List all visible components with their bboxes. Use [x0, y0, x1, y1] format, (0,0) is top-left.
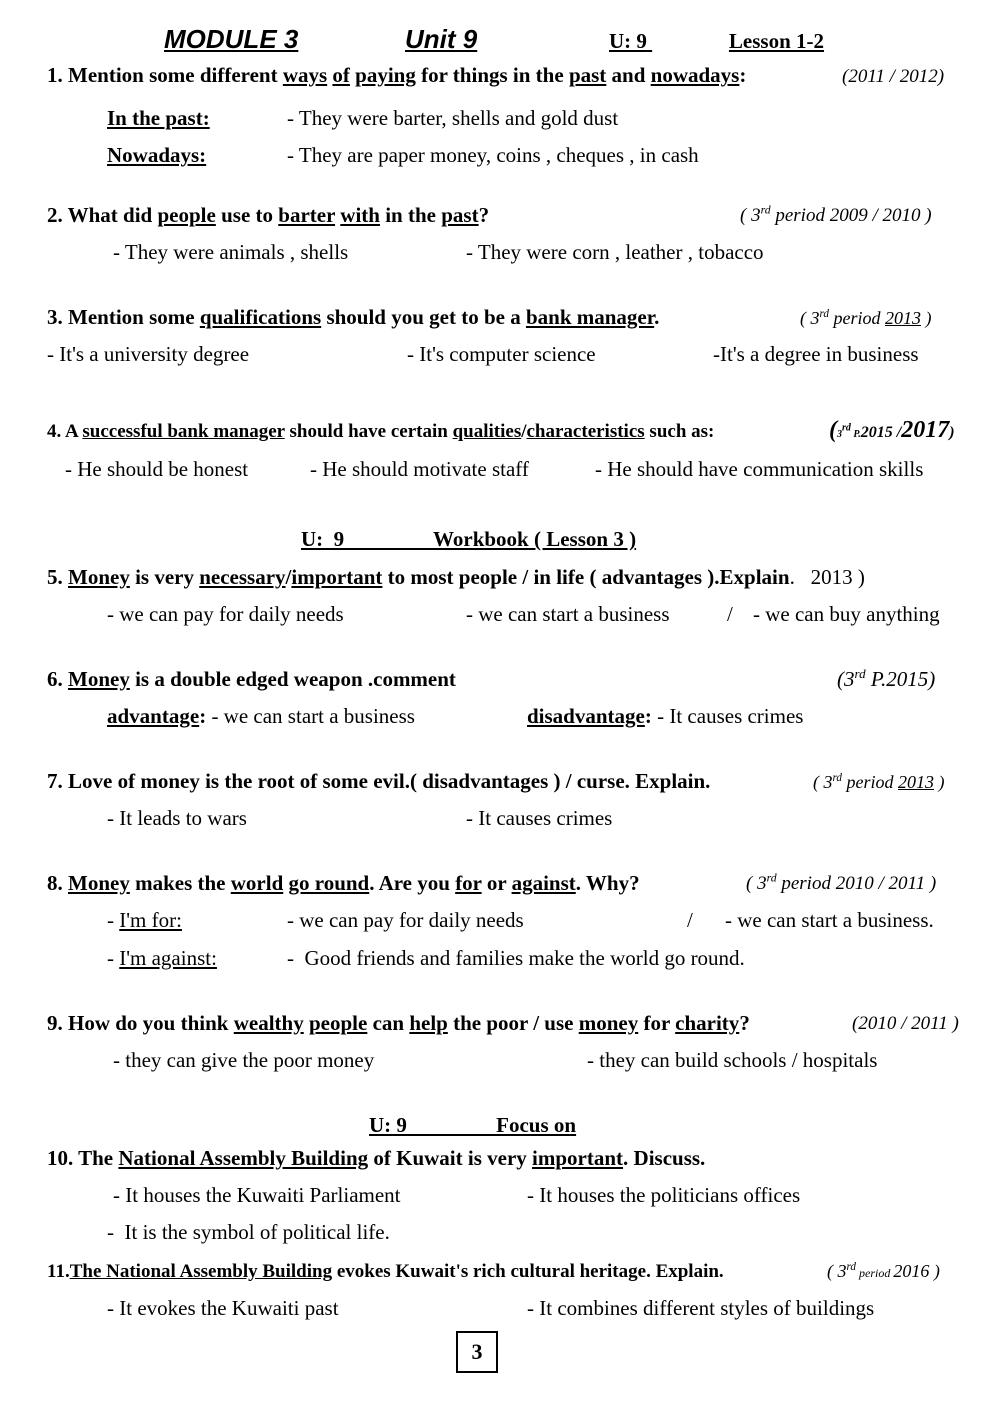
q-keyword: for: [455, 871, 482, 895]
header-gap: [647, 31, 729, 52]
q8-for-answer-1: - we can pay for daily needs: [287, 908, 524, 932]
year-part: (3: [837, 667, 855, 691]
q-keyword: people: [157, 203, 216, 227]
q10-answer-1: - It houses the Kuwaiti Parliament: [113, 1183, 401, 1207]
q-text: to most people / in life ( advantages ).Explain: [387, 565, 790, 589]
q8-separator: /: [687, 908, 693, 932]
q-text: Mention some different: [68, 63, 278, 87]
year-sup: rd: [766, 871, 777, 885]
header-lesson: Lesson 1-2: [728, 29, 825, 53]
q4-answer-1: - He should be honest: [65, 457, 249, 481]
q-text: is a double edged weapon .comment: [135, 667, 456, 691]
q10-answer-2: - It houses the politicians offices: [527, 1183, 801, 1207]
header-unit-code: U: 9: [609, 29, 647, 53]
q-number: 7.: [47, 769, 63, 793]
q-keyword: ways: [282, 63, 328, 87]
q-text: is very: [135, 565, 194, 589]
year-part: 2015 /: [860, 424, 902, 441]
q-text: . Why?: [575, 871, 640, 895]
q-keyword: barter: [278, 203, 336, 227]
q1-past-answer: - They were barter, shells and gold dust: [287, 106, 619, 130]
q-keyword: important: [291, 565, 383, 589]
year-part: period: [856, 1266, 894, 1280]
q-text: Love of money is the root of some evil.( disadvantages ) / curse. Explain.: [68, 769, 711, 793]
module-title: MODULE 3: [164, 24, 299, 54]
q6-advantage: [107, 706, 415, 727]
year-sup: rd: [854, 666, 866, 681]
disadvantage-label: disadvantage: [527, 704, 645, 728]
q-text: /: [285, 565, 292, 589]
question-10: [47, 1148, 705, 1169]
year-part: P.: [850, 429, 861, 440]
year-part: ): [921, 308, 932, 328]
disadvantage-colon: :: [644, 704, 652, 728]
q-number: 3.: [47, 305, 63, 329]
q-keyword: with: [340, 203, 380, 227]
q-text: should have certain: [289, 421, 448, 442]
q9-year: (2010 / 2011 ): [852, 1013, 959, 1034]
year-part: 2013: [885, 308, 922, 328]
q-text: . Discuss.: [623, 1146, 706, 1170]
q-number: 1.: [47, 63, 63, 87]
q7-answer-1: - It leads to wars: [107, 806, 247, 830]
q-keyword: charity: [675, 1011, 740, 1035]
q-keyword: qualities: [452, 421, 522, 442]
year-sup: rd: [842, 422, 851, 434]
q9-answer-2: - they can build schools / hospitals: [587, 1048, 878, 1072]
q3-year: [800, 309, 932, 327]
question-3: [47, 307, 659, 328]
advantage-colon: :: [199, 704, 207, 728]
year-part: 3: [837, 429, 842, 440]
year-part: ( 3: [813, 772, 833, 792]
q-text: for: [643, 1011, 670, 1035]
question-2: [47, 205, 489, 226]
q-keyword: paying: [355, 63, 416, 87]
year-part: 2017: [901, 417, 950, 443]
q-number: 4.: [47, 421, 62, 442]
against-label: I'm against:: [119, 946, 217, 970]
q-text: How do you think: [68, 1011, 229, 1035]
q4-answer-3: - He should have communication skills: [595, 457, 924, 481]
q2-answer-2: - They were corn , leather , tobacco: [466, 240, 764, 264]
q-keyword: nowadays: [650, 63, 740, 87]
q3-answer-2: - It's computer science: [407, 342, 596, 366]
q-keyword: past: [441, 203, 479, 227]
q-number: 5.: [47, 565, 63, 589]
q8-for-answer-2: - we can start a business.: [725, 908, 934, 932]
q-keyword: National Assembly Building: [118, 1146, 369, 1170]
q-keyword: go round: [288, 871, 370, 895]
q1-past-label: In the past:: [107, 106, 210, 130]
q-number: 6.: [47, 667, 63, 691]
q6-disadvantage: [527, 706, 803, 727]
question-8: [47, 873, 640, 894]
q6-year: [837, 666, 936, 691]
q-text: should you get to be a: [326, 305, 521, 329]
advantage-label: advantage: [107, 704, 200, 728]
q-keyword: necessary: [199, 565, 286, 589]
q3-answer-1: - It's a university degree: [47, 342, 250, 366]
q-text: .: [654, 305, 660, 329]
q-text: evokes Kuwait's rich cultural heritage. Explain.: [336, 1261, 724, 1282]
question-5: [47, 567, 865, 588]
q-text: such as:: [649, 421, 715, 442]
q-text: the poor / use: [453, 1011, 574, 1035]
q11-year: [827, 1262, 940, 1280]
unit-title: Unit 9: [405, 24, 478, 54]
q10-answer-3: - It is the symbol of political life.: [107, 1220, 390, 1244]
q-keyword: qualifications: [199, 305, 322, 329]
q-keyword: Money: [68, 565, 130, 589]
q8-year: [746, 871, 937, 894]
q-text: What did: [67, 203, 153, 227]
q-text: :: [739, 63, 747, 87]
year-part: ( 3: [740, 205, 761, 226]
q-text: ?: [739, 1011, 750, 1035]
q9-answer-1: - they can give the poor money: [113, 1048, 375, 1072]
q2-year: [740, 203, 932, 226]
q8-against-label: [107, 948, 217, 969]
for-label: I'm for:: [119, 908, 182, 932]
question-4: [47, 422, 714, 441]
q-text: for things in the: [421, 63, 564, 87]
q-text: A: [64, 421, 78, 442]
q-number: 11.: [47, 1261, 70, 1282]
q-keyword: money: [578, 1011, 639, 1035]
year-part: ): [934, 772, 945, 792]
q-number: 8.: [47, 871, 63, 895]
q-keyword: of: [332, 63, 350, 87]
year-part: period 2010 / 2011 ): [776, 873, 937, 894]
year-part: 2013: [898, 772, 935, 792]
header-unit-lesson: [609, 31, 824, 52]
q-text: Mention some: [68, 305, 195, 329]
q4-year: [829, 418, 955, 442]
q-keyword: The National Assembly Building: [69, 1261, 333, 1282]
q-text: The: [78, 1146, 114, 1170]
q-keyword: people: [308, 1011, 368, 1035]
q-text: or: [486, 871, 507, 895]
q-keyword: world: [230, 871, 284, 895]
q-text: and: [611, 63, 646, 87]
year-sup: rd: [846, 1261, 857, 1273]
q8-against-answer: - Good friends and families make the world go round.: [287, 946, 745, 970]
q-keyword: important: [532, 1146, 624, 1170]
q-text: makes the: [135, 871, 226, 895]
year-part: (: [829, 417, 837, 443]
q-text: in the: [385, 203, 436, 227]
question-7: [47, 771, 710, 792]
q-text: . Are you: [369, 871, 450, 895]
dash: -: [107, 908, 120, 932]
q3-answer-3: -It's a degree in business: [713, 342, 919, 366]
q1-nowadays-label: Nowadays:: [107, 143, 207, 167]
q7-year: [813, 773, 945, 791]
q-number: 2.: [47, 203, 63, 227]
q-text: use to: [221, 203, 274, 227]
section-focus-on: U: 9 Focus on: [369, 1113, 577, 1137]
year-part: ( 3: [827, 1261, 847, 1281]
year-part: ( 3: [746, 873, 767, 894]
question-1: [47, 65, 746, 86]
q1-nowadays-answer: - They are paper money, coins , cheques , in cash: [287, 143, 699, 167]
q-number: 9.: [47, 1011, 63, 1035]
q5-year: . 2013 ): [789, 565, 865, 589]
q5-answer-2: - we can start a business: [466, 602, 670, 626]
disadvantage-answer: - It causes crimes: [651, 704, 804, 728]
year-sup: rd: [760, 203, 771, 217]
q-keyword: wealthy: [233, 1011, 304, 1035]
q-keyword: against: [511, 871, 576, 895]
year-part: P.2015): [865, 667, 936, 691]
year-part: period: [829, 308, 886, 328]
page-number: 3: [456, 1331, 498, 1373]
q-keyword: Money: [68, 667, 130, 691]
q5-answer-3: - we can buy anything: [753, 602, 940, 626]
question-6: [47, 669, 456, 690]
year-sup: rd: [832, 772, 843, 784]
q11-answer-2: - It combines different styles of buildings: [527, 1296, 875, 1320]
dash: -: [107, 946, 120, 970]
q-text: of Kuwait is very: [373, 1146, 527, 1170]
section-workbook: U: 9 Workbook ( Lesson 3 ): [301, 527, 637, 551]
q-keyword: bank manager: [525, 305, 655, 329]
q5-answer-1: - we can pay for daily needs: [107, 602, 344, 626]
year-part: ( 3: [800, 308, 820, 328]
q1-year: (2011 / 2012): [842, 66, 945, 87]
q-keyword: characteristics: [526, 421, 645, 442]
year-part: ): [949, 424, 955, 441]
question-9: [47, 1013, 750, 1034]
q5-separator: /: [727, 602, 733, 626]
q-keyword: Money: [68, 871, 130, 895]
q11-answer-1: - It evokes the Kuwaiti past: [107, 1296, 339, 1320]
advantage-answer: - we can start a business: [206, 704, 415, 728]
year-sup: rd: [819, 308, 830, 320]
year-part: period: [842, 772, 899, 792]
q-keyword: help: [409, 1011, 448, 1035]
question-11: [47, 1262, 724, 1281]
q-text: ?: [478, 203, 490, 227]
year-part: period 2009 / 2010 ): [770, 205, 932, 226]
year-part: 2016 ): [893, 1261, 940, 1281]
q-keyword: successful bank manager: [82, 421, 285, 442]
q-keyword: past: [568, 63, 607, 87]
q2-answer-1: - They were animals , shells: [113, 240, 349, 264]
q8-for-label: [107, 910, 182, 931]
q-text: /: [521, 421, 527, 442]
q7-answer-2: - It causes crimes: [466, 806, 613, 830]
q-text: can: [372, 1011, 405, 1035]
q-number: 10.: [47, 1146, 74, 1170]
q4-answer-2: - He should motivate staff: [310, 457, 529, 481]
